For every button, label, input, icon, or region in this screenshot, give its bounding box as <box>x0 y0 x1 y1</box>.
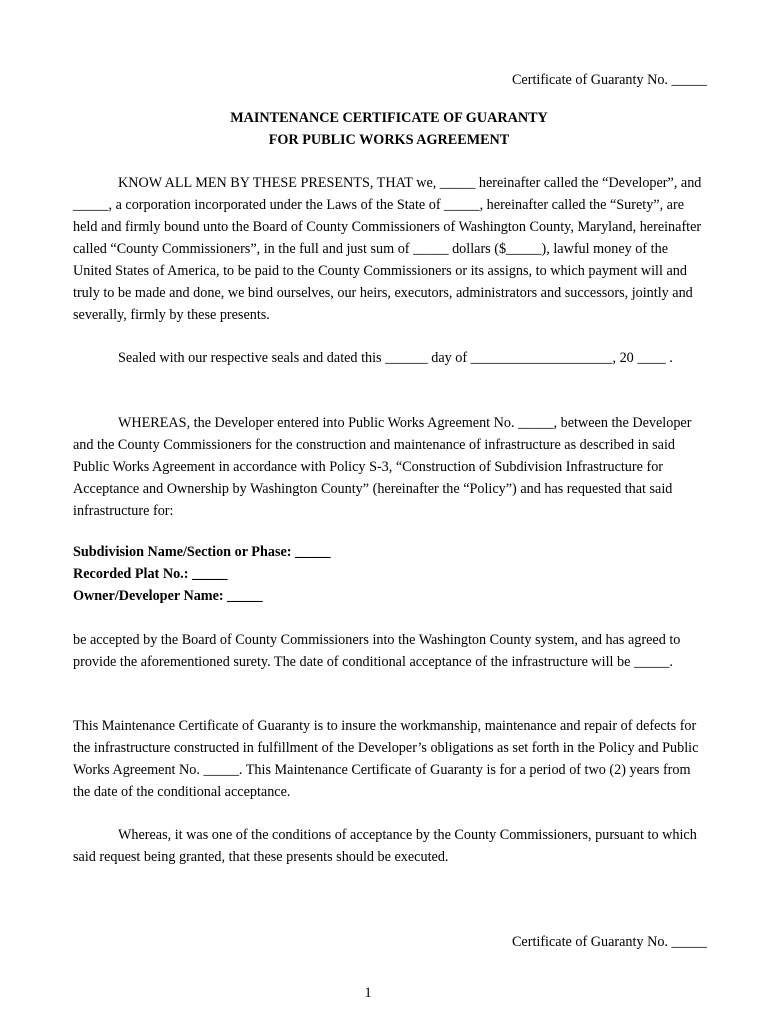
purpose-paragraph: This Maintenance Certificate of Guaranty is to insure the workmanship, maintenance and repair of defects for the infrastructure constructed in fulfillment of the Developer’s obligations as set forth in the Policy and Public Works Agreement No. _____. This Maintenance Certificate of Guaranty is for a period of two (2) years from the date of the conditional acceptance. <box>73 718 699 800</box>
whereas-paragraph-1: WHEREAS, the Developer entered into Public Works Agreement No. _____, between the Developer and the County Commissioners for the construction and maintenance of infrastructure as described in said Public Works Agreement in accordance with Policy S-3, “Construction of Subdivision Infrastructure for Acceptance and Ownership by Washington County” (hereinafter the “Policy”) and has requested that said infrastructure for: <box>73 415 692 519</box>
recorded-plat-field: Recorded Plat No.: _____ <box>73 566 228 582</box>
document-title-line1: MAINTENANCE CERTIFICATE OF GUARANTY <box>230 110 548 126</box>
know-all-men-paragraph: KNOW ALL MEN BY THESE PRESENTS, THAT we, _____ hereinafter called the “Developer”, and _____, a corporation incorporated under the Laws of the State of _____, hereinafter called the “Surety”, are held and firmly bound unto the Board of County Commissioners of Washington County, Maryland, hereinafter called “County Commissioners”, in the full and just sum of _____ dollars ($_____), lawful money of the United States of America, to be paid to the County Commissioners or its assigns, to which payment will and truly to be made and done, we bind ourselves, our heirs, executors, administrators and successors, jointly and severally, firmly by these presents. <box>73 175 702 323</box>
document-title-line2: FOR PUBLIC WORKS AGREEMENT <box>268 132 510 148</box>
page-number: 1 <box>364 985 372 1001</box>
acceptance-paragraph: be accepted by the Board of County Commissioners into the Washington County system, and has agreed to provide the aforementioned surety. The date of conditional acceptance of the infrastructure will be _____. <box>73 632 681 670</box>
sealed-paragraph: Sealed with our respective seals and dated this ______ day of ____________________, 20 ____ . <box>118 350 673 366</box>
whereas-paragraph-2: Whereas, it was one of the conditions of acceptance by the County Commissioners, pursuant to which said request being granted, that these presents should be executed. <box>73 827 697 865</box>
owner-developer-field: Owner/Developer Name: _____ <box>73 588 263 604</box>
certificate-number-header: Certificate of Guaranty No. _____ <box>511 72 707 88</box>
subdivision-name-field: Subdivision Name/Section or Phase: _____ <box>73 544 331 560</box>
certificate-number-footer: Certificate of Guaranty No. _____ <box>511 934 707 950</box>
